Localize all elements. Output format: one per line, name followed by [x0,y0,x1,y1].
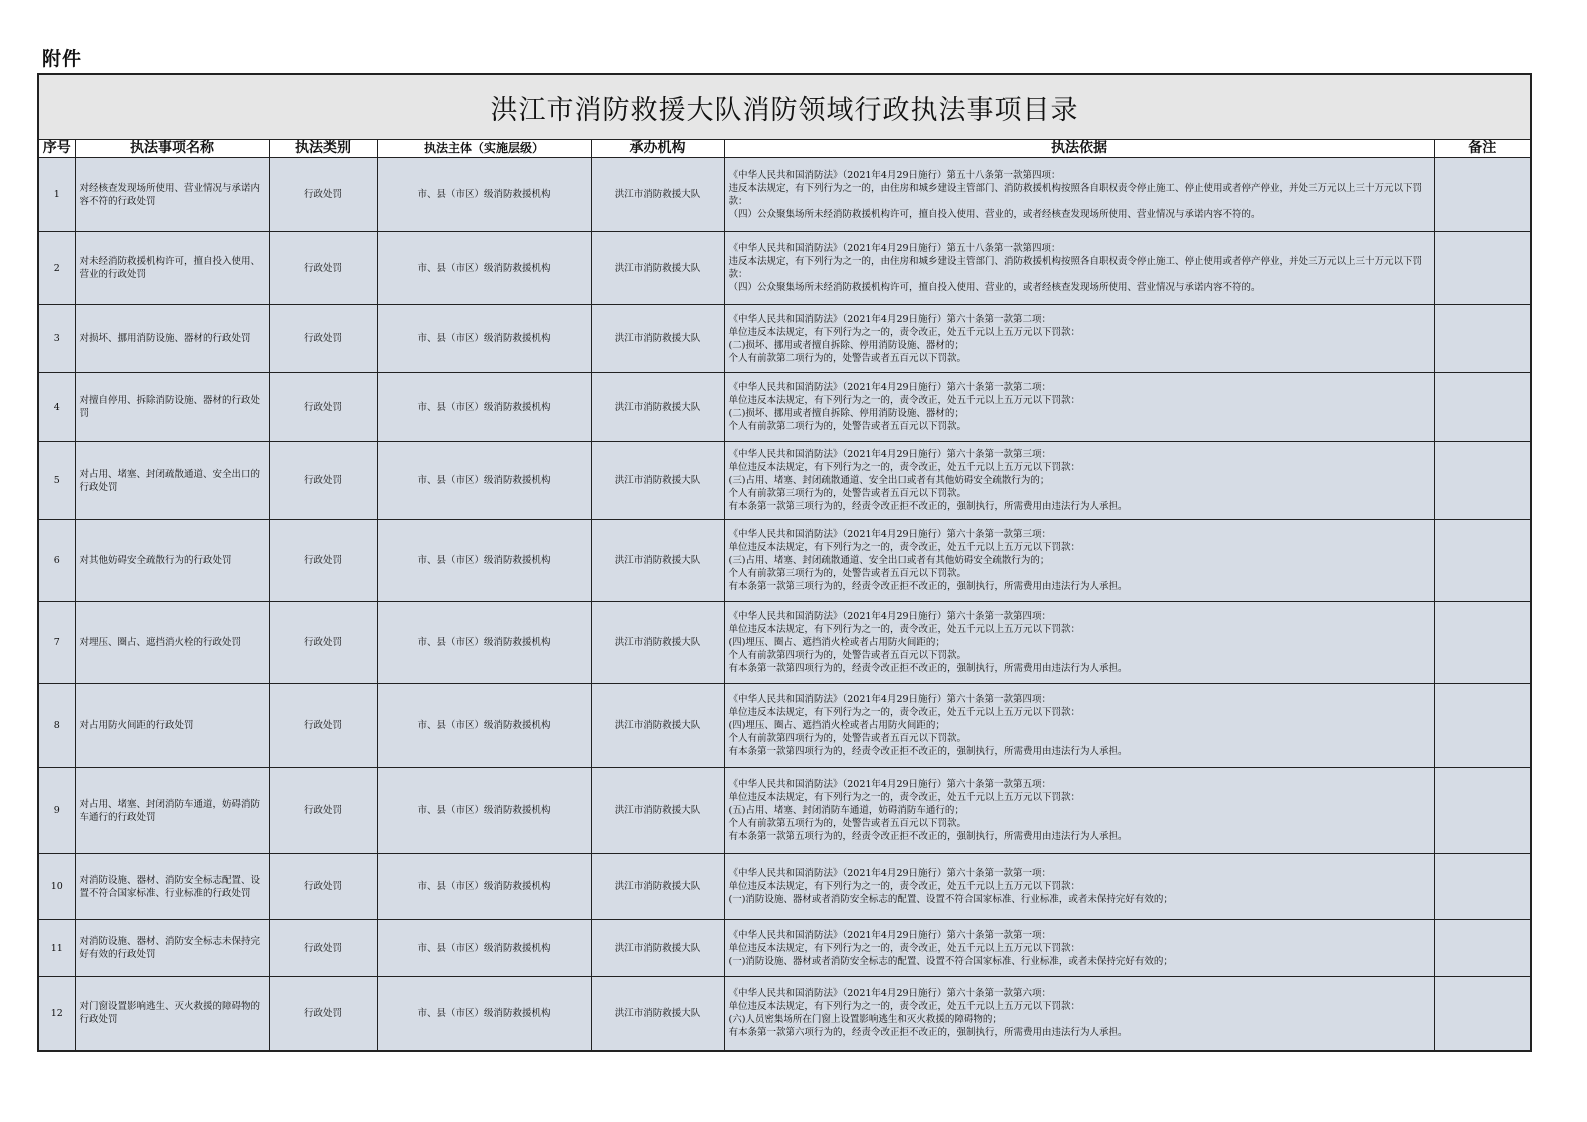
table-row [38,920,1531,977]
legal-basis-line: 违反本法规定，有下列行为之一的，由住房和城乡建设主管部门、消防救援机构按照各自职权责令停止施工、停止使用或者停产停业，并处三万元以上三十万元以下罚款： [728,182,1423,207]
legal-basis-line: （四）公众聚集场所未经消防救援机构许可，擅自投入使用、营业的，或者经核查发现场所使用、营业情况与承诺内容不符的。 [728,282,1261,293]
legal-basis-line: 有本条第一款第四项行为的，经责令改正拒不改正的，强制执行，所需费用由违法行为人承担。 [728,663,1128,674]
table-body [38,158,1531,1051]
legal-basis-line: 个人有前款第二项行为的，处警告或者五百元以下罚款。 [728,421,967,432]
legal-basis-line: 有本条第一款第六项行为的，经责令改正拒不改正的，强制执行，所需费用由违法行为人承担。 [728,1027,1128,1039]
legal-basis [724,684,1434,768]
enforcement-subject: 市、县（市区）级消防救援机构 [377,305,591,373]
row-number: 9 [38,768,75,854]
legal-basis-line: 《中华人民共和国消防法》（2021年4月29日施行）第六十条第一款第三项： [728,449,1052,460]
header-category: 执法类别 [269,140,377,158]
row-number: 7 [38,602,75,684]
remark [1434,232,1531,305]
item-name: 对损坏、挪用消防设施、器材的行政处罚 [75,305,269,373]
table-row [38,232,1531,305]
legal-basis-line: 《中华人民共和国消防法》（2021年4月29日施行）第六十条第一款第六项： [728,988,1052,1000]
enforcement-subject: 市、县（市区）级消防救援机构 [377,977,591,1051]
table-row [38,305,1531,373]
legal-basis-line: 《中华人民共和国消防法》（2021年4月29日施行）第六十条第一款第二项： [728,382,1052,393]
legal-basis-line: （四）公众聚集场所未经消防救援机构许可，擅自投入使用、营业的，或者经核查发现场所使用、营业情况与承诺内容不符的。 [728,208,1261,220]
legal-basis-line: (六)人员密集场所在门窗上设置影响逃生和灭火救援的障碍物的； [728,1014,1002,1026]
table-row [38,684,1531,768]
table-row [38,373,1531,442]
item-name: 对未经消防救援机构许可，擅自投入使用、营业的行政处罚 [75,232,269,305]
legal-basis [724,373,1434,442]
table-row [38,602,1531,684]
legal-basis-line: (三)占用、堵塞、封闭疏散通道、安全出口或者有其他妨碍安全疏散行为的； [728,475,1050,486]
legal-basis [724,854,1434,920]
enforcement-category: 行政处罚 [269,373,377,442]
item-name: 对门窗设置影响逃生、灭火救援的障碍物的行政处罚 [75,977,269,1051]
header-row [38,140,1531,158]
handling-agency: 洪江市消防救援大队 [591,768,724,854]
row-number: 6 [38,520,75,602]
enforcement-subject: 市、县（市区）级消防救援机构 [377,920,591,977]
row-number: 11 [38,920,75,977]
row-number: 1 [38,158,75,232]
legal-basis [724,232,1434,305]
legal-basis-line: 《中华人民共和国消防法》（2021年4月29日施行）第五十八条第一款第四项： [728,243,1061,254]
row-number: 4 [38,373,75,442]
legal-basis-line: 个人有前款第五项行为的，处警告或者五百元以下罚款。 [728,818,967,829]
legal-basis-line: (四)埋压、圈占、遮挡消火栓或者占用防火间距的； [728,637,945,648]
enforcement-subject: 市、县（市区）级消防救援机构 [377,768,591,854]
enforcement-category: 行政处罚 [269,520,377,602]
legal-basis-line: 单位违反本法规定，有下列行为之一的，责令改正，处五千元以上五万元以下罚款： [728,326,1081,338]
handling-agency: 洪江市消防救援大队 [591,305,724,373]
legal-basis-line: 单位违反本法规定，有下列行为之一的，责令改正，处五千元以上五万元以下罚款： [728,624,1081,635]
row-number: 3 [38,305,75,373]
table-row [38,977,1531,1051]
legal-basis [724,977,1434,1051]
legal-basis-line: 个人有前款第三项行为的，处警告或者五百元以下罚款。 [728,488,967,499]
legal-basis-line: 单位违反本法规定，有下列行为之一的，责令改正，处五千元以上五万元以下罚款： [728,942,1081,954]
header-subject: 执法主体（实施层级） [377,140,591,158]
item-name: 对经核查发现场所使用、营业情况与承诺内容不符的行政处罚 [75,158,269,232]
enforcement-subject: 市、县（市区）级消防救援机构 [377,232,591,305]
header-basis: 执法依据 [724,140,1434,158]
handling-agency: 洪江市消防救援大队 [591,684,724,768]
legal-basis [724,920,1434,977]
handling-agency: 洪江市消防救援大队 [591,520,724,602]
enforcement-subject: 市、县（市区）级消防救援机构 [377,373,591,442]
legal-basis-line: 单位违反本法规定，有下列行为之一的，责令改正，处五千元以上五万元以下罚款： [728,462,1081,473]
handling-agency: 洪江市消防救援大队 [591,232,724,305]
enforcement-subject: 市、县（市区）级消防救援机构 [377,684,591,768]
legal-basis-line: 单位违反本法规定，有下列行为之一的，责令改正，处五千元以上五万元以下罚款： [728,707,1081,718]
enforcement-category: 行政处罚 [269,920,377,977]
legal-basis [724,768,1434,854]
legal-basis-line: (三)占用、堵塞、封闭疏散通道、安全出口或者有其他妨碍安全疏散行为的； [728,555,1050,566]
item-name: 对消防设施、器材、消防安全标志未保持完好有效的行政处罚 [75,920,269,977]
legal-basis-line: 违反本法规定，有下列行为之一的，由住房和城乡建设主管部门、消防救援机构按照各自职权责令停止施工、停止使用或者停产停业，并处三万元以上三十万元以下罚款： [728,256,1423,280]
legal-basis-line: 有本条第一款第三项行为的，经责令改正拒不改正的，强制执行，所需费用由违法行为人承担。 [728,501,1128,512]
table-row [38,520,1531,602]
remark [1434,684,1531,768]
legal-basis-line: 有本条第一款第四项行为的，经责令改正拒不改正的，强制执行，所需费用由违法行为人承担。 [728,746,1128,757]
legal-basis [724,158,1434,232]
enforcement-catalog-table [37,73,1532,1052]
row-number: 2 [38,232,75,305]
remark [1434,305,1531,373]
item-name: 对其他妨碍安全疏散行为的行政处罚 [75,520,269,602]
enforcement-subject: 市、县（市区）级消防救援机构 [377,442,591,520]
legal-basis-line: 《中华人民共和国消防法》（2021年4月29日施行）第六十条第一款第一项： [728,868,1052,879]
remark [1434,768,1531,854]
enforcement-category: 行政处罚 [269,768,377,854]
item-name: 对占用防火间距的行政处罚 [75,684,269,768]
header-no: 序号 [38,140,75,158]
handling-agency: 洪江市消防救援大队 [591,158,724,232]
legal-basis-line: 单位违反本法规定，有下列行为之一的，责令改正，处五千元以上五万元以下罚款： [728,881,1081,892]
remark [1434,158,1531,232]
item-name: 对擅自停用、拆除消防设施、器材的行政处罚 [75,373,269,442]
legal-basis-line: 个人有前款第三项行为的，处警告或者五百元以下罚款。 [728,568,967,579]
enforcement-category: 行政处罚 [269,442,377,520]
enforcement-subject: 市、县（市区）级消防救援机构 [377,602,591,684]
handling-agency: 洪江市消防救援大队 [591,373,724,442]
enforcement-category: 行政处罚 [269,602,377,684]
item-name: 对埋压、圈占、遮挡消火栓的行政处罚 [75,602,269,684]
enforcement-category: 行政处罚 [269,854,377,920]
enforcement-subject: 市、县（市区）级消防救援机构 [377,854,591,920]
handling-agency: 洪江市消防救援大队 [591,920,724,977]
legal-basis-line: 单位违反本法规定，有下列行为之一的，责令改正，处五千元以上五万元以下罚款： [728,792,1081,803]
legal-basis-line: (四)埋压、圈占、遮挡消火栓或者占用防火间距的； [728,720,945,731]
header-name: 执法事项名称 [75,140,269,158]
table-title: 洪江市消防救援大队消防领域行政执法事项目录 [38,74,1531,140]
remark [1434,520,1531,602]
table-row [38,158,1531,232]
enforcement-category: 行政处罚 [269,684,377,768]
legal-basis-line: 个人有前款第四项行为的，处警告或者五百元以下罚款。 [728,650,967,661]
item-name: 对占用、堵塞、封闭疏散通道、安全出口的行政处罚 [75,442,269,520]
enforcement-category: 行政处罚 [269,977,377,1051]
legal-basis-line: 有本条第一款第五项行为的，经责令改正拒不改正的，强制执行，所需费用由违法行为人承担。 [728,831,1128,842]
legal-basis-line: (二)损坏、挪用或者擅自拆除、停用消防设施、器材的； [728,408,964,419]
enforcement-category: 行政处罚 [269,305,377,373]
legal-basis-line: 个人有前款第二项行为的，处警告或者五百元以下罚款。 [728,352,967,364]
remark [1434,977,1531,1051]
item-name: 对占用、堵塞、封闭消防车通道，妨碍消防车通行的行政处罚 [75,768,269,854]
enforcement-subject: 市、县（市区）级消防救援机构 [377,158,591,232]
remark [1434,442,1531,520]
legal-basis-line: (二)损坏、挪用或者擅自拆除、停用消防设施、器材的； [728,339,964,351]
legal-basis-line: 《中华人民共和国消防法》（2021年4月29日施行）第五十八条第一款第四项： [728,169,1061,181]
row-number: 5 [38,442,75,520]
legal-basis-line: 个人有前款第四项行为的，处警告或者五百元以下罚款。 [728,733,967,744]
legal-basis [724,520,1434,602]
legal-basis-line: 单位违反本法规定，有下列行为之一的，责令改正，处五千元以上五万元以下罚款： [728,395,1081,406]
header-remark: 备注 [1434,140,1531,158]
remark [1434,920,1531,977]
table-row [38,768,1531,854]
header-agency: 承办机构 [591,140,724,158]
enforcement-subject: 市、县（市区）级消防救援机构 [377,520,591,602]
legal-basis-line: 《中华人民共和国消防法》（2021年4月29日施行）第六十条第一款第一项： [728,929,1052,941]
legal-basis-line: 单位违反本法规定，有下列行为之一的，责令改正，处五千元以上五万元以下罚款： [728,542,1081,553]
legal-basis [724,305,1434,373]
table-row [38,442,1531,520]
enforcement-category: 行政处罚 [269,232,377,305]
item-name: 对消防设施、器材、消防安全标志配置、设置不符合国家标准、行业标准的行政处罚 [75,854,269,920]
legal-basis-line: (一)消防设施、器材或者消防安全标志的配置、设置不符合国家标准、行业标准，或者未保持完好有效的； [728,894,1173,905]
remark [1434,854,1531,920]
legal-basis [724,602,1434,684]
legal-basis-line: 有本条第一款第三项行为的，经责令改正拒不改正的，强制执行，所需费用由违法行为人承担。 [728,581,1128,592]
legal-basis-line: 《中华人民共和国消防法》（2021年4月29日施行）第六十条第一款第三项： [728,529,1052,540]
legal-basis-line: 《中华人民共和国消防法》（2021年4月29日施行）第六十条第一款第四项： [728,611,1052,622]
handling-agency: 洪江市消防救援大队 [591,977,724,1051]
enforcement-category: 行政处罚 [269,158,377,232]
handling-agency: 洪江市消防救援大队 [591,602,724,684]
legal-basis-line: 《中华人民共和国消防法》（2021年4月29日施行）第六十条第一款第二项： [728,313,1052,325]
attachment-label: 附件 [42,48,83,70]
legal-basis-line: 《中华人民共和国消防法》（2021年4月29日施行）第六十条第一款第四项： [728,694,1052,705]
row-number: 8 [38,684,75,768]
legal-basis [724,442,1434,520]
remark [1434,373,1531,442]
remark [1434,602,1531,684]
row-number: 10 [38,854,75,920]
handling-agency: 洪江市消防救援大队 [591,442,724,520]
legal-basis-line: 单位违反本法规定，有下列行为之一的，责令改正，处五千元以上五万元以下罚款： [728,1001,1081,1013]
row-number: 12 [38,977,75,1051]
table-row [38,854,1531,920]
legal-basis-line: (一)消防设施、器材或者消防安全标志的配置、设置不符合国家标准、行业标准，或者未保持完好有效的； [728,955,1173,967]
legal-basis-line: (五)占用、堵塞、封闭消防车通道，妨碍消防车通行的； [728,805,964,816]
legal-basis-line: 《中华人民共和国消防法》（2021年4月29日施行）第六十条第一款第五项： [728,779,1052,790]
handling-agency: 洪江市消防救援大队 [591,854,724,920]
